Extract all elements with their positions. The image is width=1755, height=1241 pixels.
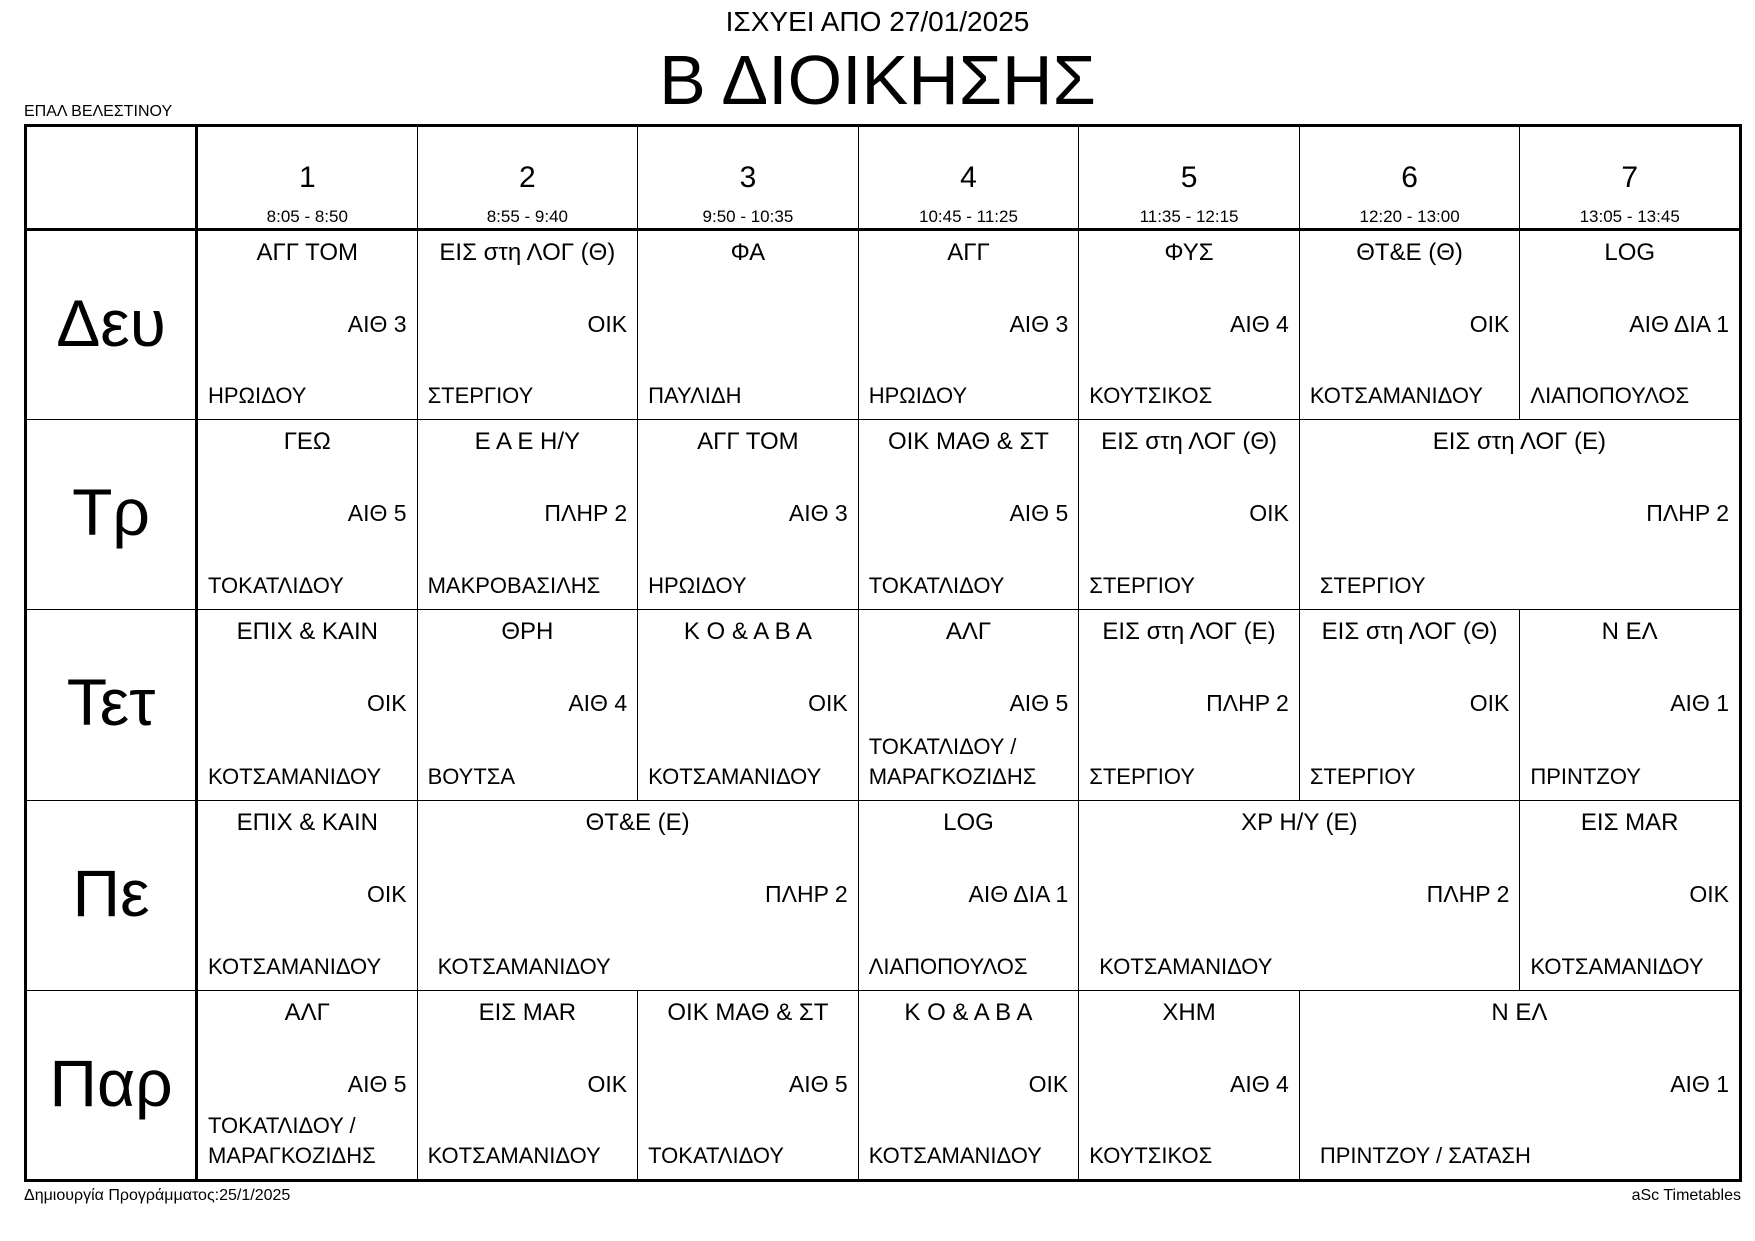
- lesson-cell: [858, 420, 1079, 610]
- lesson-cell: [417, 610, 638, 800]
- subject-label: ΕΙΣ στη ΛΟΓ (Ε): [1102, 618, 1276, 646]
- subject-label: ΓΕΩ: [283, 428, 331, 456]
- creation-date: Δημιουργία Προγράμματος:25/1/2025: [24, 1187, 291, 1204]
- lesson-cell: [1520, 800, 1741, 990]
- lesson-cell: [858, 800, 1079, 990]
- teacher-label: ΚΟΤΣΑΜΑΝΙΔΟΥ: [208, 953, 382, 979]
- room-label: ΑΙΘ ΔΙΑ 1: [968, 880, 1069, 907]
- room-label: ΠΛΗΡ 2: [544, 500, 628, 527]
- subject-label: ΕΠΙΧ & ΚΑΙΝ: [236, 808, 378, 836]
- room-label: ΟΙΚ: [587, 311, 628, 338]
- lesson-cell: [197, 230, 418, 420]
- subject-label: ΑΓΓ ΤΟΜ: [697, 428, 799, 456]
- teacher-label: ΗΡΩΙΔΟΥ: [868, 383, 968, 409]
- subject-label: ΘΤ&Ε (Ε): [585, 808, 690, 836]
- subject-label: ΟΙΚ ΜΑΘ & ΣΤ: [887, 428, 1049, 456]
- room-label: ΑΙΘ 5: [788, 1070, 848, 1097]
- teacher-label: ΠΑΥΛΙΔΗ: [648, 383, 742, 409]
- room-label: ΑΙΘ 3: [788, 500, 848, 527]
- lesson-cell: [638, 610, 859, 800]
- teacher-label: ΠΡΙΝΤΖΟΥ: [1530, 763, 1641, 789]
- timetable: [24, 124, 1742, 1182]
- teacher-label: ΤΟΚΑΤΛΙΔΟΥ: [868, 573, 1005, 599]
- page-title: Β ΔΙΟΙΚΗΣΗΣ: [659, 41, 1096, 119]
- period-header: [638, 126, 859, 230]
- subject-label: ΑΓΓ: [947, 239, 990, 267]
- teacher-label: ΛΙΑΠΟΠΟΥΛΟΣ: [868, 953, 1028, 979]
- room-label: ΟΙΚ: [1469, 690, 1510, 717]
- subject-label: ΧΗΜ: [1162, 998, 1216, 1026]
- period-header: [1520, 126, 1741, 230]
- subject-label: ΕΙΣ στη ΛΟΓ (Θ): [1321, 618, 1498, 646]
- lesson-cell: [1079, 230, 1300, 420]
- subject-label: Ε Α Ε Η/Υ: [474, 428, 581, 456]
- teacher-label: ΣΤΕΡΓΙΟΥ: [427, 383, 534, 409]
- teacher-label: ΛΙΑΠΟΠΟΥΛΟΣ: [1530, 383, 1690, 409]
- day-cell: [26, 800, 197, 990]
- room-label: ΑΙΘ 3: [1009, 311, 1069, 338]
- subject-label: Ν ΕΛ: [1491, 998, 1548, 1026]
- room-label: ΟΙΚ: [808, 690, 848, 717]
- subject-label: ΑΛΓ: [945, 618, 992, 646]
- period-number: 7: [1621, 161, 1639, 194]
- subject-label: ΦΑ: [730, 239, 766, 267]
- lesson-cell: [197, 800, 418, 990]
- software-credit: aSc Timetables: [1631, 1187, 1741, 1204]
- room-label: ΑΙΘ 5: [1009, 500, 1069, 527]
- teacher-label: ΚΟΤΣΑΜΑΝΙΔΟΥ: [427, 1143, 601, 1168]
- teacher-label: ΣΤΕΡΓΙΟΥ: [1319, 573, 1426, 599]
- teacher-label: ΤΟΚΑΤΛΙΔΟΥ / ΜΑΡΑΓΚΟΖΙΔΗΣ: [868, 733, 1037, 789]
- teacher-label: ΚΟΤΣΑΜΑΝΙΔΟΥ: [868, 1143, 1042, 1168]
- period-number: 2: [519, 161, 536, 194]
- lesson-cell: [1079, 610, 1300, 800]
- period-number: 4: [960, 161, 977, 194]
- teacher-label: ΚΟΥΤΣΙΚΟΣ: [1089, 1143, 1213, 1168]
- subject-label: ΕΠΙΧ & ΚΑΙΝ: [236, 618, 378, 646]
- room-label: ΟΙΚ: [1028, 1070, 1069, 1097]
- room-label: ΑΙΘ 1: [1670, 1070, 1729, 1097]
- period-time: 8:05 - 8:50: [266, 207, 348, 226]
- lesson-cell: [638, 990, 859, 1180]
- teacher-label: ΗΡΩΙΔΟΥ: [648, 573, 747, 599]
- validity-date: ΙΣΧΥΕΙ ΑΠΟ 27/01/2025: [725, 6, 1030, 37]
- room-label: ΑΙΘ ΔΙΑ 1: [1629, 311, 1729, 338]
- room-label: ΠΛΗΡ 2: [764, 880, 848, 907]
- day-name: Δευ: [56, 286, 166, 361]
- day-cell: [26, 990, 197, 1180]
- teacher-label: ΚΟΤΣΑΜΑΝΙΔΟΥ: [437, 953, 611, 979]
- corner-cell: [26, 126, 197, 230]
- teacher-label: ΚΟΤΣΑΜΑΝΙΔΟΥ: [1530, 953, 1704, 979]
- day-name: Παρ: [49, 1045, 173, 1120]
- subject-label: ΟΙΚ ΜΑΘ & ΣΤ: [667, 998, 829, 1026]
- subject-label: Κ Ο & Α Β Α: [683, 618, 812, 646]
- lesson-cell: [197, 990, 418, 1180]
- room-label: ΠΛΗΡ 2: [1426, 880, 1510, 907]
- room-label: ΠΛΗΡ 2: [1206, 690, 1289, 717]
- period-time: 11:35 - 12:15: [1139, 207, 1239, 226]
- room-label: ΑΙΘ 5: [347, 500, 407, 527]
- room-label: ΟΙΚ: [1689, 880, 1729, 907]
- room-label: ΑΙΘ 5: [1009, 690, 1069, 717]
- period-time: 8:55 - 9:40: [486, 207, 568, 226]
- teacher-label: ΠΡΙΝΤΖΟΥ / ΣΑΤΑΣΗ: [1319, 1143, 1531, 1168]
- lesson-cell: [1079, 800, 1520, 990]
- day-cell: [26, 420, 197, 610]
- lesson-cell: [1520, 610, 1741, 800]
- room-label: ΑΙΘ 4: [568, 690, 628, 717]
- period-time: 10:45 - 11:25: [919, 207, 1018, 226]
- day-row: [26, 230, 1741, 420]
- lesson-cell: [197, 610, 418, 800]
- day-name: Τετ: [66, 665, 156, 740]
- period-header: [197, 126, 418, 230]
- day-name: Τρ: [72, 475, 150, 550]
- room-label: ΟΙΚ: [1249, 500, 1289, 527]
- period-number: 5: [1180, 161, 1198, 194]
- period-header: [1299, 126, 1520, 230]
- subject-label: ΑΛΓ: [284, 998, 330, 1026]
- subject-label: ΘΤ&Ε (Θ): [1356, 239, 1463, 267]
- room-label: ΟΙΚ: [366, 880, 407, 907]
- lesson-cell: [638, 420, 859, 610]
- subject-label: LOG: [943, 808, 994, 836]
- lesson-cell: [1520, 230, 1741, 420]
- lesson-cell: [1299, 610, 1520, 800]
- subject-label: ΑΓΓ ΤΟΜ: [256, 239, 359, 267]
- period-header: [1079, 126, 1300, 230]
- subject-label: ΕΙΣ στη ΛΟΓ (Θ): [1101, 428, 1277, 456]
- period-header: [858, 126, 1079, 230]
- lesson-cell: [858, 230, 1079, 420]
- period-time: 9:50 - 10:35: [702, 207, 794, 226]
- subject-label: LOG: [1604, 239, 1656, 267]
- period-time: 12:20 - 13:00: [1359, 207, 1460, 226]
- lesson-cell: [197, 420, 418, 610]
- day-name: Πε: [72, 855, 150, 930]
- lesson-cell: [1299, 420, 1740, 610]
- room-label: ΑΙΘ 5: [347, 1070, 407, 1097]
- lesson-cell: [858, 610, 1079, 800]
- lesson-cell: [638, 230, 859, 420]
- lesson-cell: [417, 420, 638, 610]
- lesson-cell: [1079, 420, 1300, 610]
- teacher-label: ΣΤΕΡΓΙΟΥ: [1089, 763, 1195, 789]
- teacher-label: ΚΟΤΣΑΜΑΝΙΔΟΥ: [648, 763, 822, 789]
- subject-label: ΘΡΗ: [501, 618, 554, 646]
- lesson-cell: [417, 230, 638, 420]
- teacher-label: ΒΟΥΤΣΑ: [427, 763, 516, 789]
- day-row: [26, 420, 1741, 610]
- teacher-label: ΚΟΥΤΣΙΚΟΣ: [1089, 383, 1213, 409]
- period-header-row: [26, 126, 1741, 230]
- lesson-cell: [858, 990, 1079, 1180]
- lesson-cell: [1079, 990, 1300, 1180]
- day-cell: [26, 610, 197, 800]
- teacher-label: ΣΤΕΡΓΙΟΥ: [1089, 573, 1195, 599]
- room-label: ΟΙΚ: [587, 1070, 628, 1097]
- period-time: 13:05 - 13:45: [1579, 207, 1680, 226]
- teacher-label: ΜΑΚΡΟΒΑΣΙΛΗΣ: [427, 573, 601, 599]
- period-header: [417, 126, 638, 230]
- subject-label: ΕΙΣ MAR: [478, 998, 577, 1026]
- room-label: ΠΛΗΡ 2: [1646, 500, 1729, 527]
- day-row: [26, 990, 1741, 1180]
- teacher-label: ΗΡΩΙΔΟΥ: [208, 383, 307, 409]
- lesson-cell: [417, 990, 638, 1180]
- subject-label: ΦΥΣ: [1164, 239, 1214, 267]
- period-number: 1: [298, 161, 316, 194]
- lesson-cell: [417, 800, 858, 990]
- room-label: ΑΙΘ 3: [347, 311, 407, 338]
- subject-label: ΕΙΣ στη ΛΟΓ (Θ): [439, 239, 616, 267]
- subject-label: Κ Ο & Α Β Α: [904, 998, 1033, 1026]
- teacher-label: ΤΟΚΑΤΛΙΔΟΥ: [208, 573, 344, 599]
- room-label: ΟΙΚ: [366, 690, 407, 717]
- teacher-label: ΤΟΚΑΤΛΙΔΟΥ: [648, 1143, 784, 1168]
- subject-label: Ν ΕΛ: [1601, 618, 1658, 646]
- room-label: ΟΙΚ: [1469, 311, 1510, 338]
- teacher-label: ΚΟΤΣΑΜΑΝΙΔΟΥ: [1309, 383, 1483, 409]
- day-cell: [26, 230, 197, 420]
- lesson-cell: [1299, 990, 1740, 1180]
- room-label: ΑΙΘ 1: [1670, 690, 1729, 717]
- school-name: ΕΠΑΛ ΒΕΛΕΣΤΙΝΟΥ: [24, 103, 173, 120]
- day-row: [26, 610, 1741, 800]
- period-number: 6: [1401, 161, 1418, 194]
- teacher-label: ΚΟΤΣΑΜΑΝΙΔΟΥ: [208, 763, 382, 789]
- period-number: 3: [739, 161, 757, 194]
- subject-label: ΕΙΣ MAR: [1580, 808, 1679, 836]
- teacher-label: ΚΟΤΣΑΜΑΝΙΔΟΥ: [1099, 953, 1273, 979]
- teacher-label: ΤΟΚΑΤΛΙΔΟΥ / ΜΑΡΑΓΚΟΖΙΔΗΣ: [208, 1113, 376, 1168]
- subject-label: ΕΙΣ στη ΛΟΓ (Ε): [1432, 428, 1607, 456]
- day-row: [26, 800, 1741, 990]
- teacher-label: ΣΤΕΡΓΙΟΥ: [1309, 763, 1416, 789]
- subject-label: ΧΡ Η/Υ (Ε): [1241, 808, 1358, 836]
- room-label: ΑΙΘ 4: [1230, 1070, 1289, 1097]
- lesson-cell: [1299, 230, 1520, 420]
- room-label: ΑΙΘ 4: [1230, 311, 1289, 338]
